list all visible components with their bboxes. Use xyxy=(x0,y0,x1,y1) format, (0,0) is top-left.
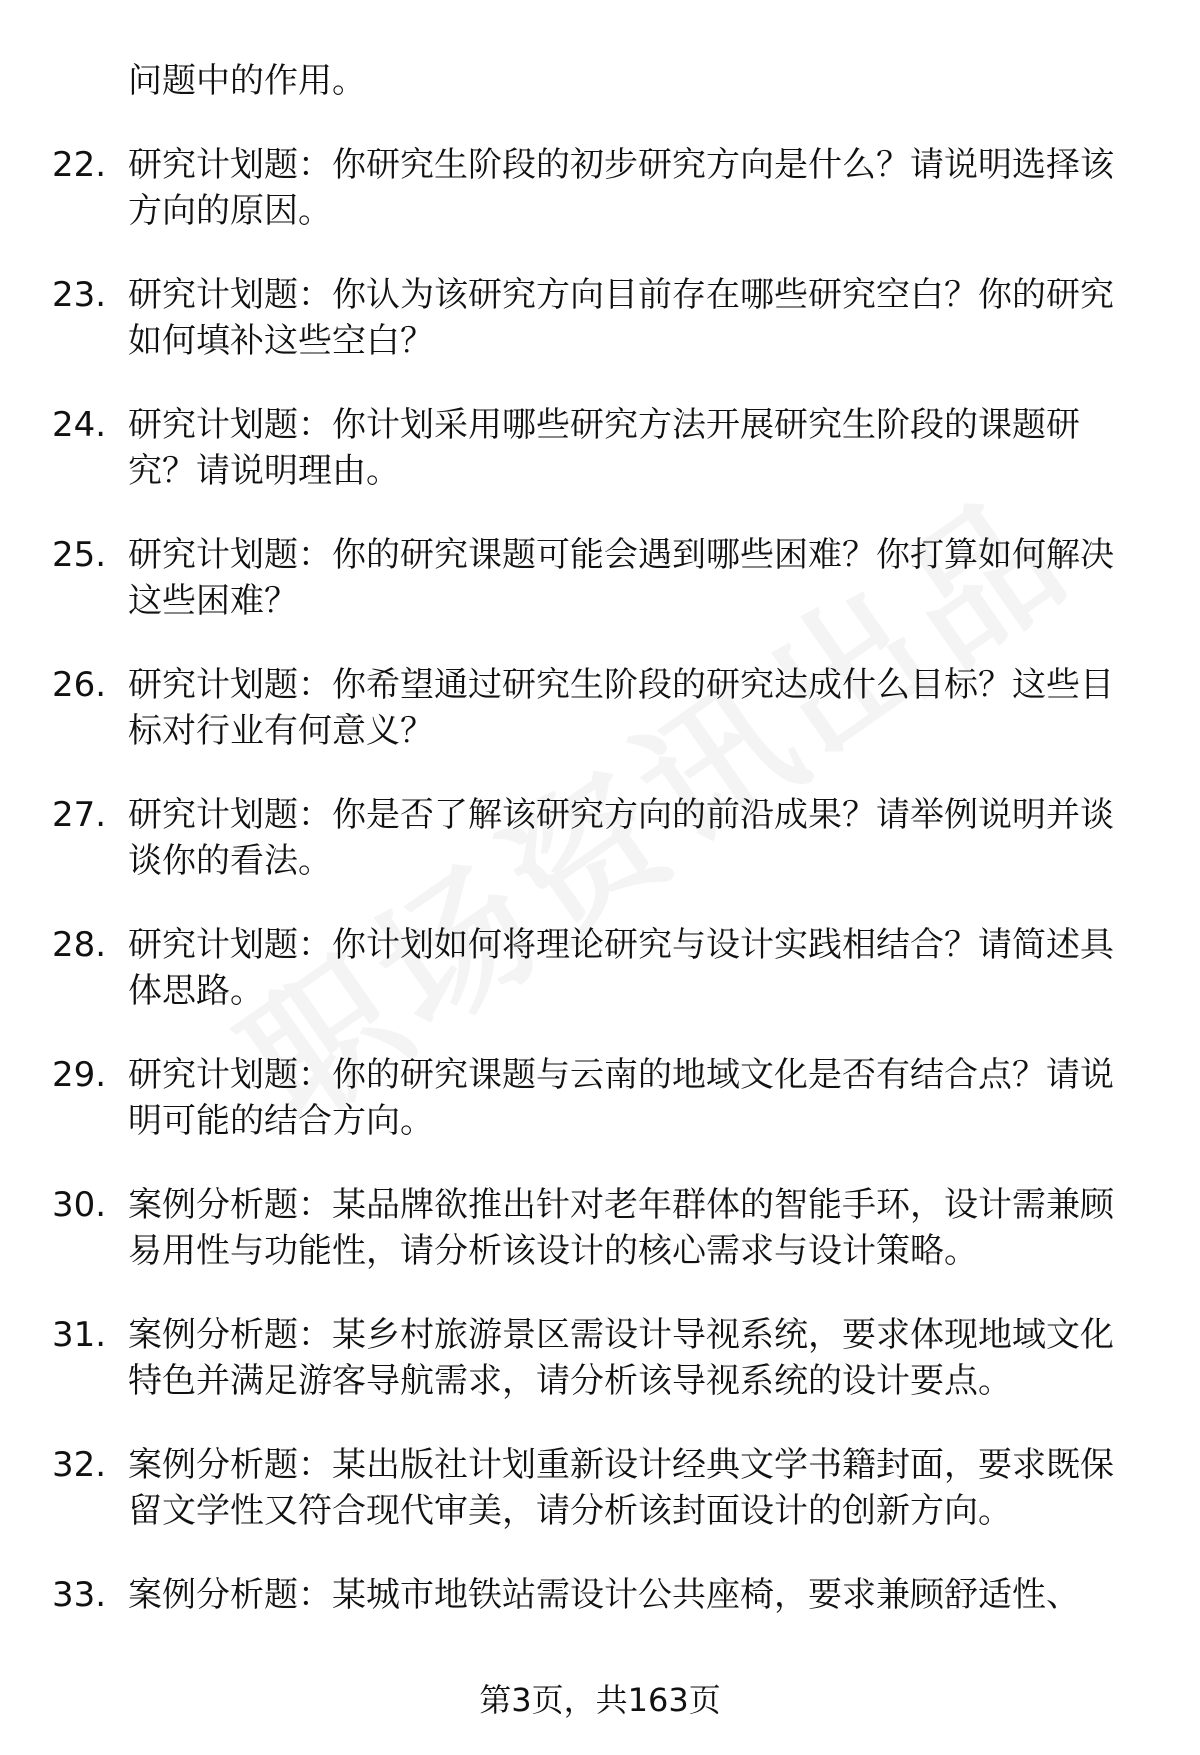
question-text: 研究计划题：你计划采用哪些研究方法开展研究生阶段的课题研究？请说明理由。 xyxy=(128,405,1080,491)
question-item xyxy=(52,922,1142,1014)
question-list xyxy=(52,142,1142,1618)
question-text: 研究计划题：你研究生阶段的初步研究方向是什么？请说明选择该方向的原因。 xyxy=(128,145,1114,231)
question-text: 案例分析题：某乡村旅游景区需设计导视系统，要求体现地域文化特色并满足游客导航需求，请分析该导视系统的设计要点。 xyxy=(128,1315,1114,1401)
question-item xyxy=(52,272,1142,364)
question-number: 31. xyxy=(52,1315,107,1355)
question-item xyxy=(52,1052,1142,1144)
carry-over-text: 问题中的作用。 xyxy=(128,61,366,101)
question-item xyxy=(52,1572,1142,1618)
question-number: 24. xyxy=(52,405,107,445)
question-text: 案例分析题：某品牌欲推出针对老年群体的智能手环，设计需兼顾易用性与功能性，请分析该设计的核心需求与设计策略。 xyxy=(128,1185,1114,1271)
question-number: 29. xyxy=(52,1055,107,1095)
question-number: 33. xyxy=(52,1575,107,1615)
question-text: 研究计划题：你的研究课题与云南的地域文化是否有结合点？请说明可能的结合方向。 xyxy=(128,1055,1114,1141)
page-footer: 第3页，共163页 xyxy=(479,1681,721,1719)
question-text: 研究计划题：你是否了解该研究方向的前沿成果？请举例说明并谈谈你的看法。 xyxy=(128,795,1114,881)
question-item xyxy=(52,402,1142,494)
question-item xyxy=(52,662,1142,754)
question-number: 26. xyxy=(52,665,107,705)
question-item xyxy=(52,792,1142,884)
question-item xyxy=(52,1312,1142,1404)
question-number: 27. xyxy=(52,795,107,835)
question-number: 22. xyxy=(52,145,107,185)
question-item xyxy=(52,1182,1142,1274)
question-number: 30. xyxy=(52,1185,107,1225)
question-text: 案例分析题：某出版社计划重新设计经典文学书籍封面，要求既保留文学性又符合现代审美，请分析该封面设计的创新方向。 xyxy=(128,1445,1114,1531)
question-item xyxy=(52,1442,1142,1534)
question-number: 28. xyxy=(52,925,107,965)
question-text: 研究计划题：你的研究课题可能会遇到哪些困难？你打算如何解决这些困难？ xyxy=(128,535,1114,621)
question-text: 研究计划题：你希望通过研究生阶段的研究达成什么目标？这些目标对行业有何意义？ xyxy=(128,665,1114,751)
question-item xyxy=(52,142,1142,234)
question-content xyxy=(52,58,1142,1656)
question-number: 23. xyxy=(52,275,107,315)
question-number: 32. xyxy=(52,1445,107,1485)
question-item xyxy=(52,532,1142,624)
question-text: 研究计划题：你计划如何将理论研究与设计实践相结合？请简述具体思路。 xyxy=(128,925,1114,1011)
question-text: 研究计划题：你认为该研究方向目前存在哪些研究空白？你的研究如何填补这些空白？ xyxy=(128,275,1114,361)
question-text: 案例分析题：某城市地铁站需设计公共座椅，要求兼顾舒适性、 xyxy=(128,1575,1080,1615)
question-number: 25. xyxy=(52,535,107,575)
